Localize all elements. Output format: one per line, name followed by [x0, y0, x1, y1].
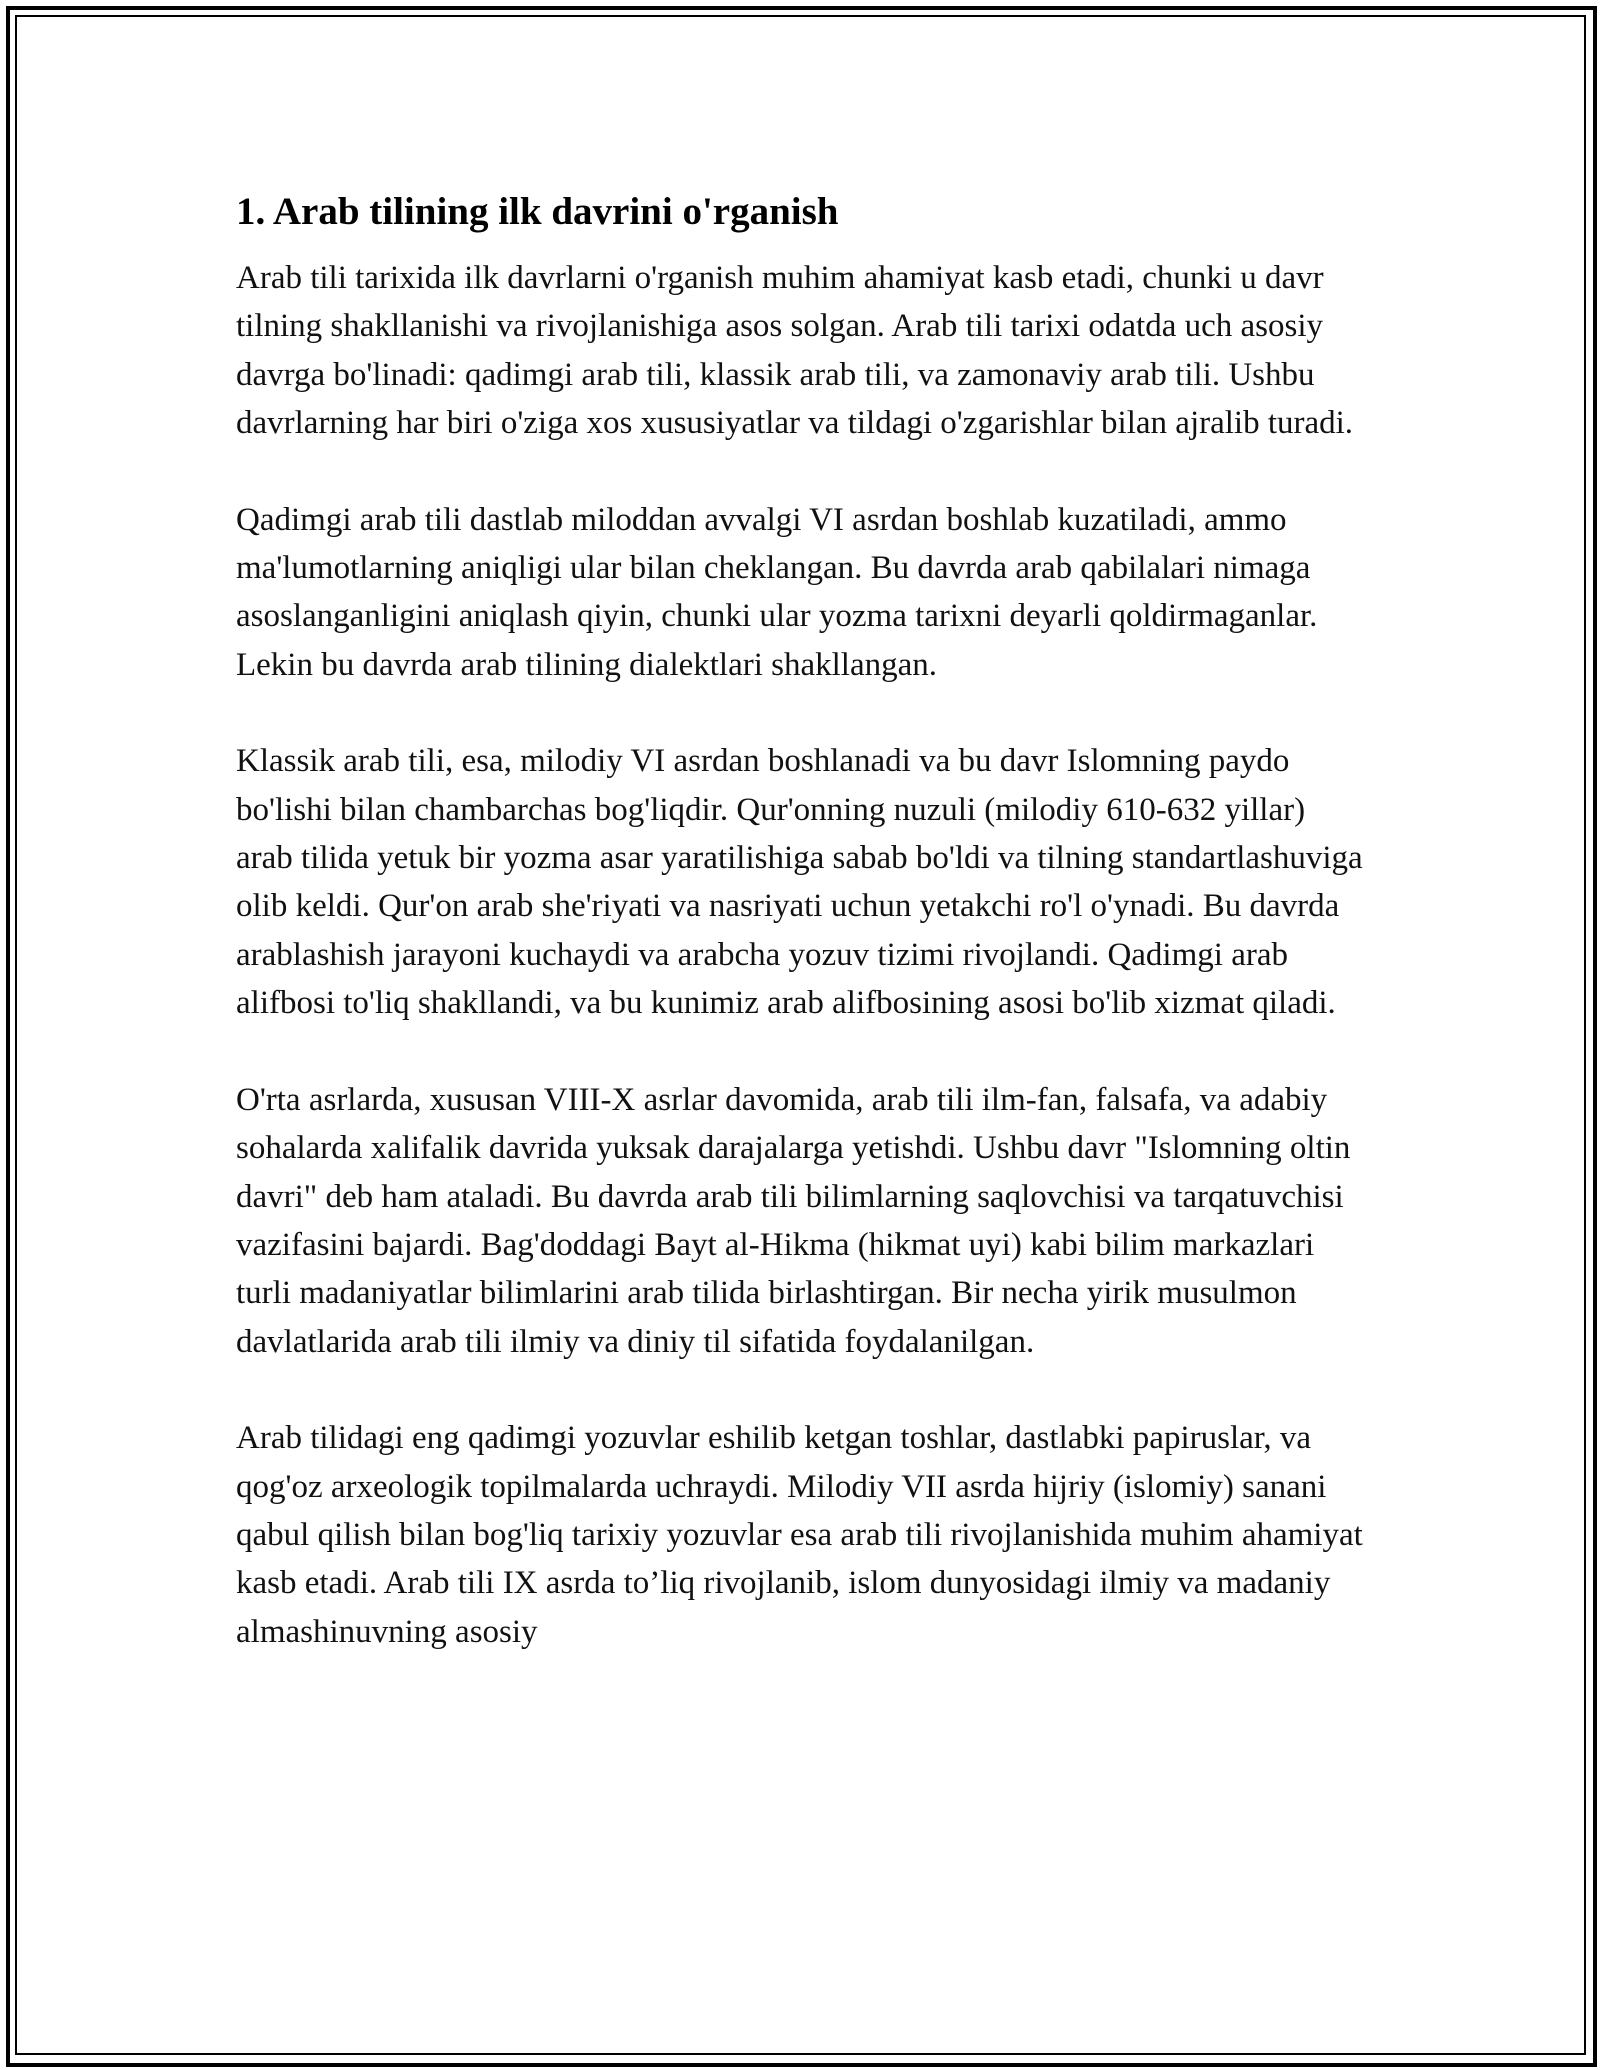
paragraph-ancient-arabic: Qadimgi arab tili dastlab miloddan avvalgi VI asrdan boshlab kuzatiladi, ammo ma'lumotlarning aniqligi ular bilan cheklangan. Bu davrda arab qabilalari nimaga asoslanganligini aniqlash qiyin, chunki ular yozma tarixni deyarli qoldirmaganlar. Lekin bu davrda arab tilining dialektlari shakllangan. [236, 501, 1318, 683]
section-heading: 1. Arab tilining ilk davrini o'rganish [236, 190, 839, 233]
paragraph-classical-arabic: Klassik arab tili, esa, milodiy VI asrdan boshlanadi va bu davr Islomning paydo bo'lishi bilan chambarchas bog'liqdir. Qur'onning nuzuli (milodiy 610-632 yillar) arab tilida yetuk bir yozma asar yaratilishiga sabab bo'ldi va tilning standartlashuviga olib keldi. Qur'on arab she'riyati va nasriyati uchun yetakchi ro'l o'ynadi. Bu davrda arablashish jarayoni kuchaydi va arabcha yozuv tizimi rivojlandi. Qadimgi arab alifbosi to'liq shakllandi, va bu kunimiz arab alifbosining asosi bo'lib xizmat qiladi. [236, 743, 1363, 1022]
document-body [236, 184, 1366, 1704]
paragraph-middle-ages: O'rta asrlarda, xususan VIII-X asrlar davomida, arab tili ilm-fan, falsafa, va adabiy sohalarda xalifalik davrida yuksak darajalarga yetishdi. Ushbu davr "Islomning oltin davri" deb ham ataladi. Bu davrda arab tili bilimlarning saqlovchisi va tarqatuvchisi vazifasini bajardi. Bag'doddagi Bayt al-Hikma (hikmat uyi) kabi bilim markazlari turli madaniyatlar bilimlarini arab tilida birlashtirgan. Bir necha yirik musulmon davlatlarida arab tili ilmiy va diniy til sifatida foydalanilgan. [236, 1081, 1351, 1360]
paragraph-intro: Arab tili tarixida ilk davrlarni o'rganish muhim ahamiyat kasb etadi, chunki u davr tilning shakllanishi va rivojlanishiga asos solgan. Arab tili tarixi odatda uch asosiy davrga bo'linadi: qadimgi arab tili, klassik arab tili, va zamonaviy arab tili. Ushbu davrlarning har biri o'ziga xos xususiyatlar va tildagi o'zgarishlar bilan ajralib turadi. [236, 260, 1354, 442]
paragraph-earliest-inscriptions: Arab tilidagi eng qadimgi yozuvlar eshilib ketgan toshlar, dastlabki papiruslar, va qog'oz arxeologik topilmalarda uchraydi. Milodiy VII asrda hijriy (islomiy) sanani qabul qilish bilan bog'liq tarixiy yozuvlar esa arab tili rivojlanishida muhim ahamiyat kasb etadi. Arab tili IX asrda to’liq rivojlanib, islom dunyosidagi ilmiy va madaniy almashinuvning asosiy [236, 1420, 1363, 1650]
